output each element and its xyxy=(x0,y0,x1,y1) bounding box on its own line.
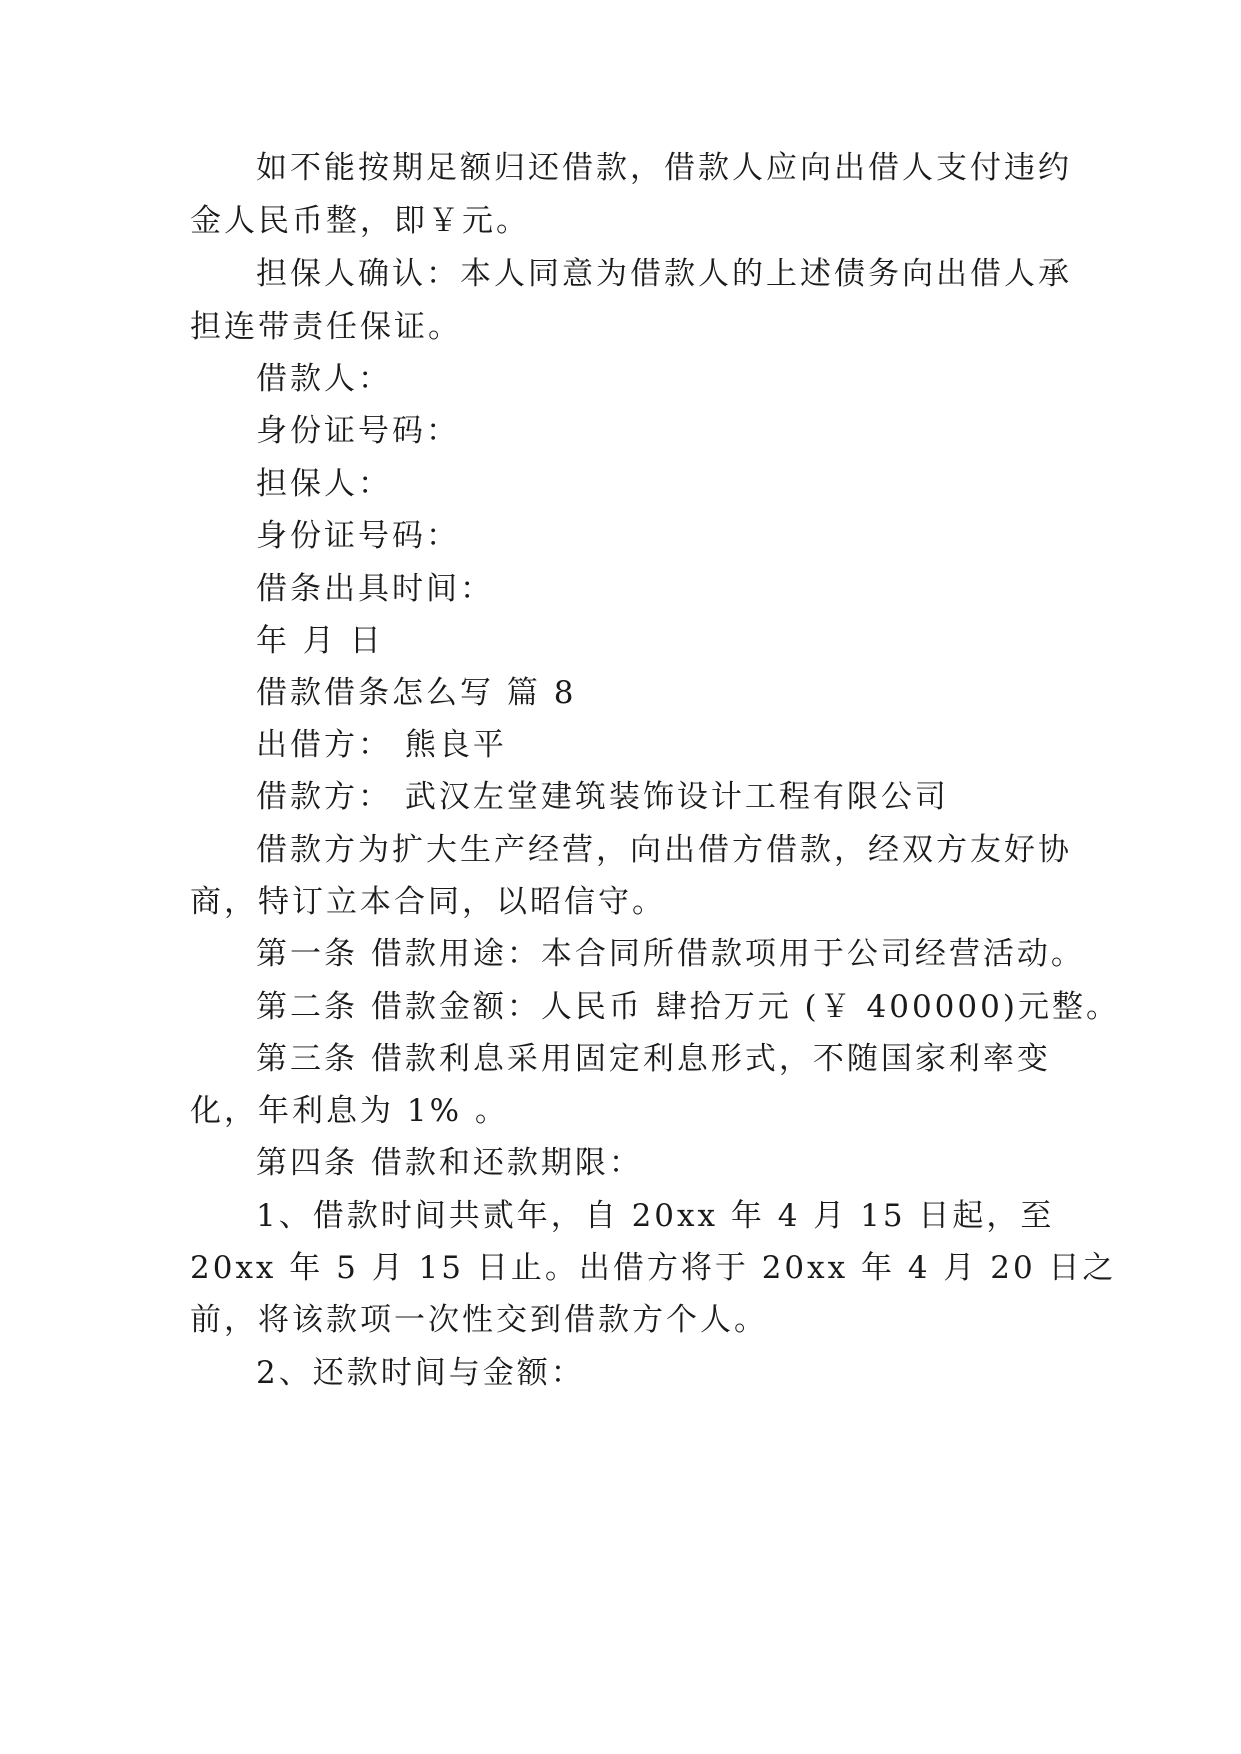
borrower-line: 借款方： 武汉左堂建筑装饰设计工程有限公司 xyxy=(256,779,949,815)
field-label-guarantor: 担保人： xyxy=(256,466,392,502)
paragraph-line: 商，特订立本合同，以昭信守。 xyxy=(190,884,666,920)
article-2: 第二条 借款金额：人民币 肆拾万元 (￥ 400000)元整。 xyxy=(256,989,1120,1025)
paragraph-line: 借款方为扩大生产经营，向出借方借款，经双方友好协 xyxy=(256,832,1072,868)
article-4: 第四条 借款和还款期限： xyxy=(256,1145,643,1181)
clause-2: 2、还款时间与金额： xyxy=(256,1355,585,1391)
date-placeholder: 年 月 日 xyxy=(256,623,384,659)
paragraph-line: 担保人确认：本人同意为借款人的上述债务向出借人承 xyxy=(256,256,1072,292)
article-3: 第三条 借款利息采用固定利息形式，不随国家利率变 xyxy=(256,1041,1051,1077)
article-1: 第一条 借款用途：本合同所借款项用于公司经营活动。 xyxy=(256,936,1085,972)
field-label-issue-time: 借条出具时间： xyxy=(256,571,494,607)
clause-1-continued: 20xx 年 5 月 15 日止。出借方将于 20xx 年 4 月 20 日之 xyxy=(190,1250,1117,1286)
field-label-borrower: 借款人： xyxy=(256,361,392,397)
field-label-id-number: 身份证号码： xyxy=(256,518,460,554)
paragraph-line: 金人民币整，即￥元。 xyxy=(190,203,530,239)
clause-1: 1、借款时间共贰年，自 20xx 年 4 月 15 日起，至 xyxy=(256,1198,1055,1234)
paragraph-line: 如不能按期足额归还借款，借款人应向出借人支付违约 xyxy=(256,150,1072,186)
lender-line: 出借方： 熊良平 xyxy=(256,727,507,763)
article-3-continued: 化，年利息为 1% 。 xyxy=(190,1093,509,1129)
clause-1-continued: 前，将该款项一次性交到借款方个人。 xyxy=(190,1302,768,1338)
field-label-id-number: 身份证号码： xyxy=(256,413,460,449)
paragraph-line: 担连带责任保证。 xyxy=(190,309,462,345)
section-heading: 借款借条怎么写 篇 8 xyxy=(256,675,577,711)
